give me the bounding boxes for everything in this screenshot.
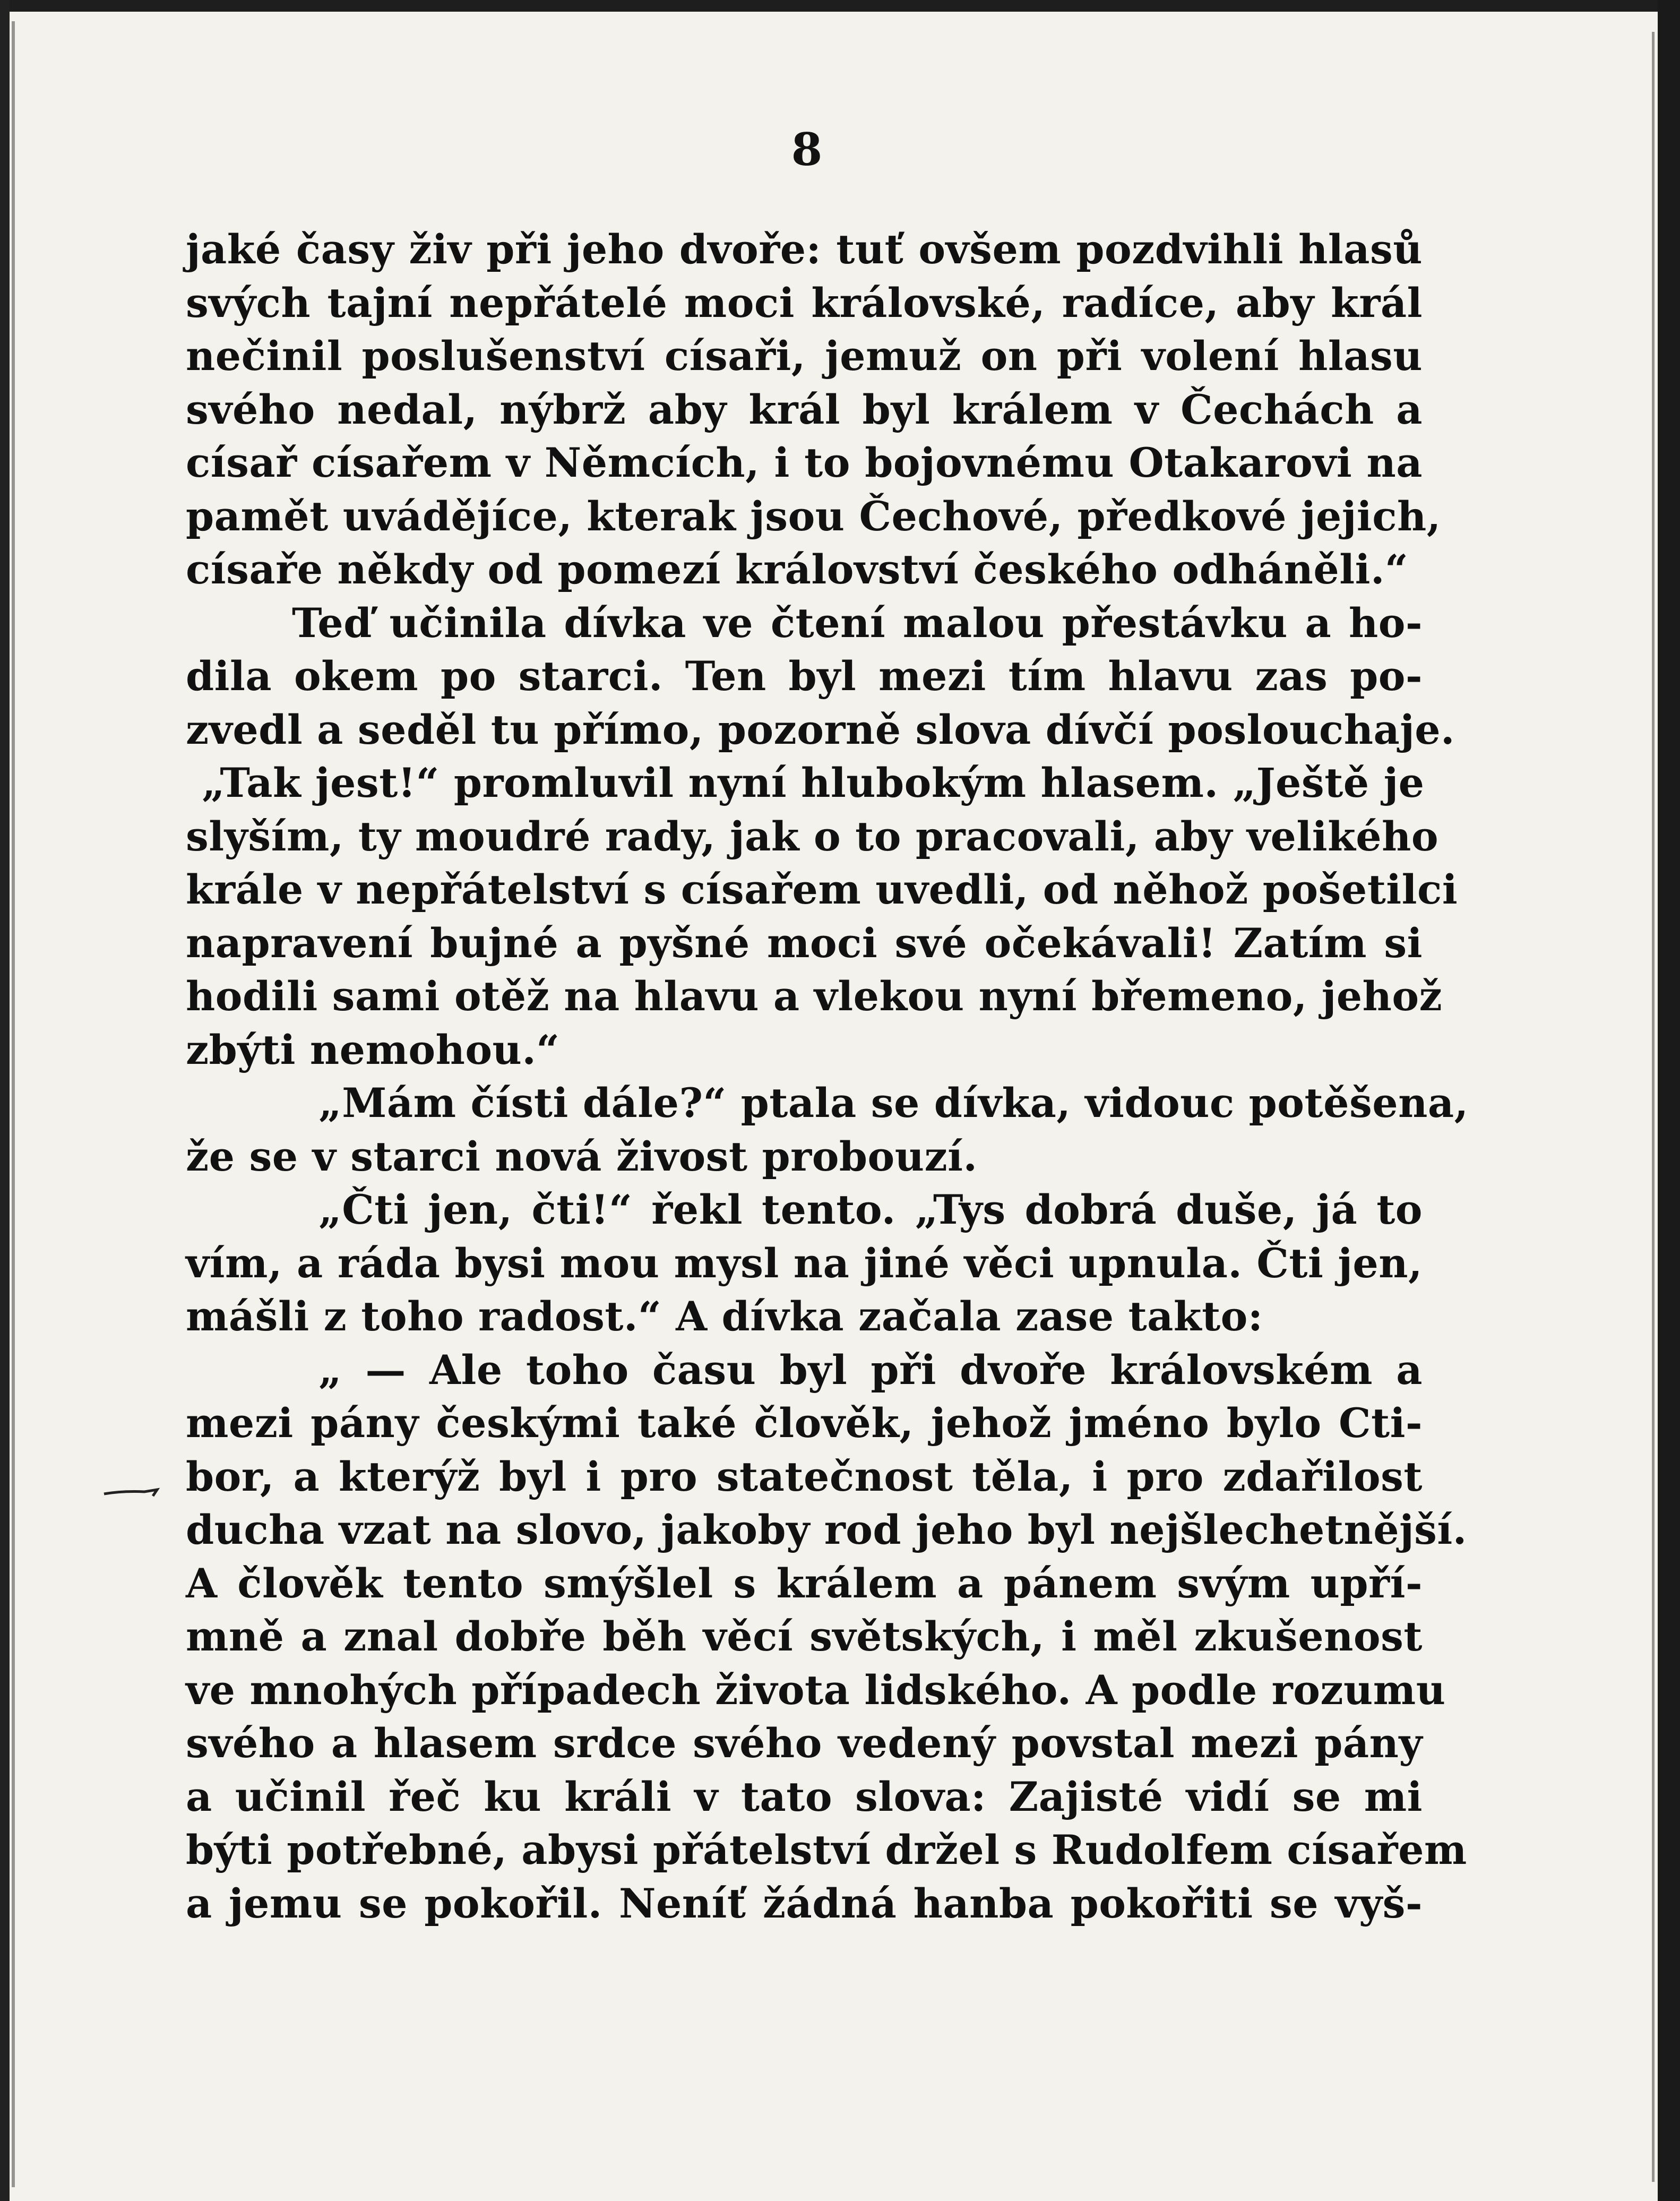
- text-line: „ — Ale toho času byl při dvoře královském a: [318, 1346, 1423, 1394]
- scan-border-right: [1658, 0, 1680, 2201]
- text-line: hodili sami otěž na hlavu a vlekou nyní břemeno, jehož: [186, 973, 1443, 1020]
- text-line: jaké časy živ při jeho dvoře: tuť ovšem pozdvihli hlasů: [186, 226, 1423, 273]
- text-line: A člověk tento smýšlel s králem a pánem svým upří-: [186, 1559, 1423, 1607]
- text-line: „Čti jen, čti!“ řekl tento. „Tys dobrá duše, já to: [318, 1186, 1423, 1233]
- text-line: zvedl a seděl tu přímo, pozorně slova dívčí poslouchaje.: [186, 706, 1455, 753]
- text-line: slyším, ty moudré rady, jak o to pracovali, aby velikého: [186, 812, 1439, 860]
- text-line: bor, a kterýž byl i pro statečnost těla, i pro zdařilost: [186, 1452, 1423, 1500]
- text-line: mezi pány českými také člověk, jehož jméno bylo Cti-: [186, 1399, 1423, 1447]
- page-edge-shadow: [1652, 32, 1655, 2182]
- text-line: Teď učinila dívka ve čtení malou přestávku a ho-: [292, 599, 1423, 647]
- page-number: 8: [791, 123, 823, 176]
- text-line: že se v starci nová živost probouzí.: [186, 1132, 978, 1180]
- text-line: mášli z toho radost.“ A dívka začala zase takto:: [186, 1293, 1263, 1340]
- text-line: zbýti nemohou.“: [186, 1026, 560, 1073]
- text-line: ducha vzat na slovo, jakoby rod jeho byl nejšlechetnější.: [186, 1506, 1467, 1553]
- text-line: a učinil řeč ku králi v tato slova: Zajisté vidí se mi: [186, 1773, 1423, 1820]
- scan-border-left: [0, 0, 10, 2201]
- text-line: svého nedal, nýbrž aby král byl králem v Čechách a: [186, 385, 1423, 433]
- page-fold-shadow: [12, 21, 15, 2187]
- text-line: ve mnohých případech života lidského. A podle rozumu: [186, 1666, 1446, 1714]
- text-line: nečinil poslušenství císaři, jemuž on při volení hlasu: [186, 332, 1423, 380]
- text-line: císaře někdy od pomezí království českého odháněli.“: [186, 546, 1409, 593]
- margin-pencil-mark: [102, 1480, 166, 1501]
- scan-border-top: [0, 0, 1680, 12]
- text-line: císař císařem v Němcích, i to bojovnému Otakarovi na: [186, 439, 1423, 486]
- text-line: pamět uvádějíce, kterak jsou Čechové, předkové jejich,: [186, 492, 1441, 540]
- text-line: „Tak jest!“ promluvil nyní hlubokým hlasem. „Ještě je: [202, 759, 1425, 806]
- text-line: a jemu se pokořil. Neníť žádná hanba pokořiti se vyš-: [186, 1879, 1423, 1927]
- text-line: napravení bujné a pyšné moci své očekávali! Zatím si: [186, 919, 1423, 967]
- text-line: krále v nepřátelství s císařem uvedli, od něhož pošetilci: [186, 866, 1458, 913]
- text-line: „Mám čísti dále?“ ptala se dívka, vidouc potěšena,: [318, 1079, 1469, 1127]
- text-line: svého a hlasem srdce svého vedený povstal mezi pány: [186, 1719, 1423, 1767]
- text-line: vím, a ráda bysi mou mysl na jiné věci upnula. Čti jen,: [186, 1239, 1423, 1287]
- text-line: svých tajní nepřátelé moci královské, radíce, aby král: [186, 279, 1423, 326]
- text-line: býti potřebné, abysi přátelství držel s Rudolfem císařem: [186, 1826, 1467, 1873]
- body-text: [186, 223, 1469, 1930]
- text-line: mně a znal dobře běh věcí světských, i měl zkušenost: [186, 1613, 1423, 1660]
- text-line: dila okem po starci. Ten byl mezi tím hlavu zas po-: [186, 652, 1423, 700]
